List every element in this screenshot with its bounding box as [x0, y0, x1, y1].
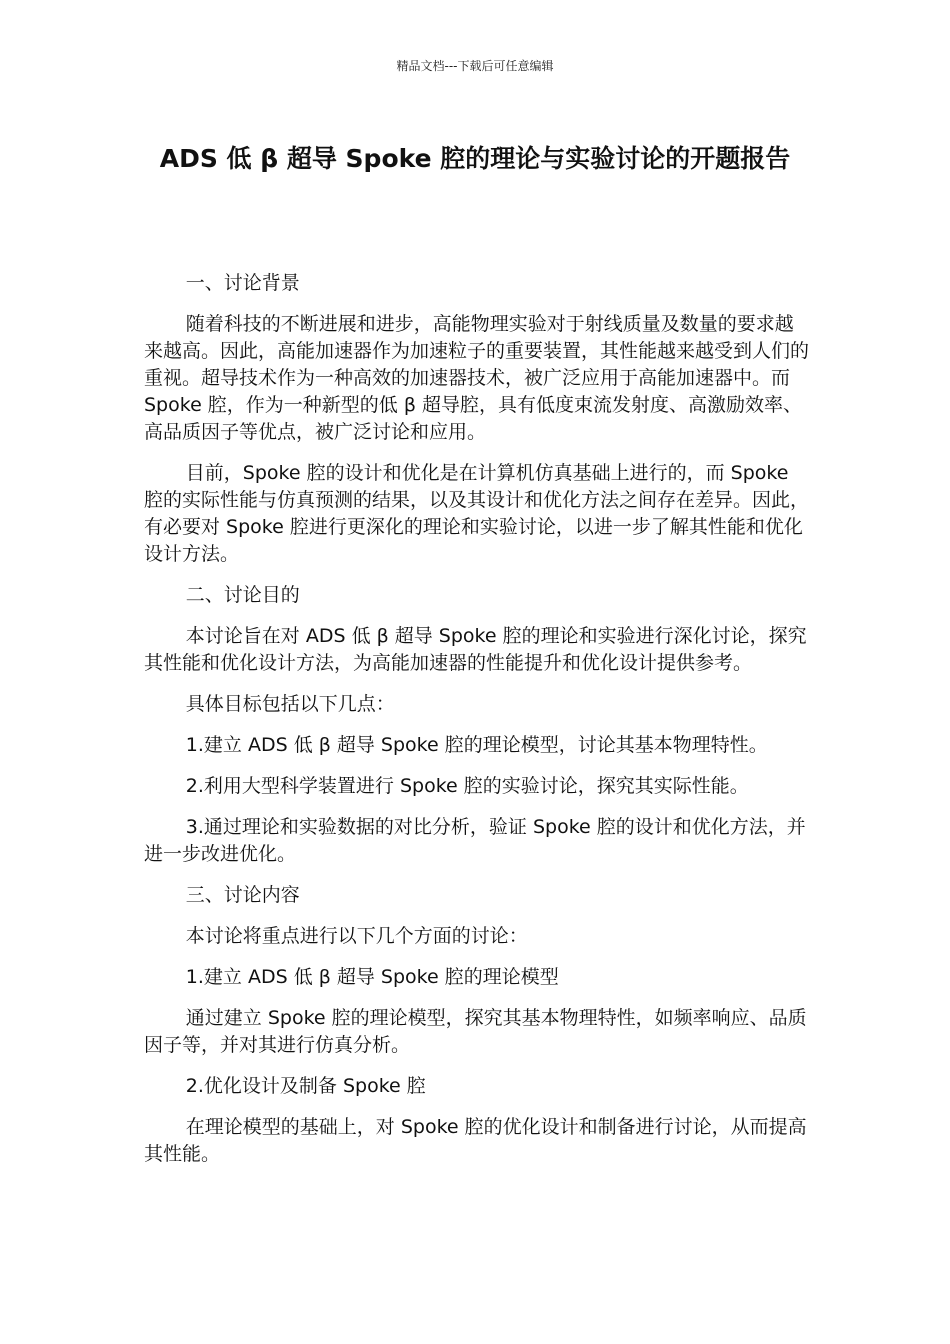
paragraph: 本讨论将重点进行以下几个方面的讨论： — [185, 925, 528, 947]
list-item: 1.建立 ADS 低 β 超导 Spoke 腔的理论模型，讨论其基本物理特性。 — [185, 734, 768, 756]
header-note: 精品文档---下载后可任意编辑 — [396, 59, 554, 73]
paragraph: 目前，Spoke 腔的设计和优化是在计算机仿真基础上进行的，而 Spoke 腔的实际性能与仿真预测的结果，以及其设计和优化方法之间存在差异。因此，有必要对 Spoke 腔进行更深化的理论和实验讨论，以进一步了解其性能和优化设计方法。 — [144, 462, 810, 565]
section-heading-purpose: 二、讨论目的 — [185, 584, 300, 606]
paragraph: 具体目标包括以下几点： — [185, 693, 395, 715]
paragraph: 在理论模型的基础上，对 Spoke 腔的优化设计和制备进行讨论，从而提高其性能。 — [144, 1116, 807, 1165]
paragraph: 通过建立 Spoke 腔的理论模型，探究其基本物理特性，如频率响应、品质因子等，并对其进行仿真分析。 — [144, 1007, 807, 1056]
paragraph: 本讨论旨在对 ADS 低 β 超导 Spoke 腔的理论和实验进行深化讨论，探究其性能和优化设计方法，为高能加速器的性能提升和优化设计提供参考。 — [144, 625, 807, 674]
document-body — [144, 270, 810, 1182]
section-heading-content: 三、讨论内容 — [185, 884, 300, 906]
list-item: 2.利用大型科学装置进行 Spoke 腔的实验讨论，探究其实际性能。 — [185, 775, 749, 797]
list-item: 2.优化设计及制备 Spoke 腔 — [185, 1075, 426, 1097]
section-heading-background: 一、讨论背景 — [185, 272, 300, 294]
paragraph: 随着科技的不断进展和进步，高能物理实验对于射线质量及数量的要求越来越高。因此，高能加速器作为加速粒子的重要装置，其性能越来越受到人们的重视。超导技术作为一种高效的加速器技术，被广泛应用于高能加速器中。而 Spoke 腔，作为一种新型的低 β 超导腔，具有低度束流发射度、高激励效率、高品质因子等优点，被广泛讨论和应用。 — [144, 313, 810, 443]
list-item: 1.建立 ADS 低 β 超导 Spoke 腔的理论模型 — [185, 966, 559, 988]
document-title: ADS 低 β 超导 Spoke 腔的理论与实验讨论的开题报告 — [159, 144, 791, 173]
list-item: 3.通过理论和实验数据的对比分析，验证 Spoke 腔的设计和优化方法，并进一步改进优化。 — [144, 816, 806, 865]
